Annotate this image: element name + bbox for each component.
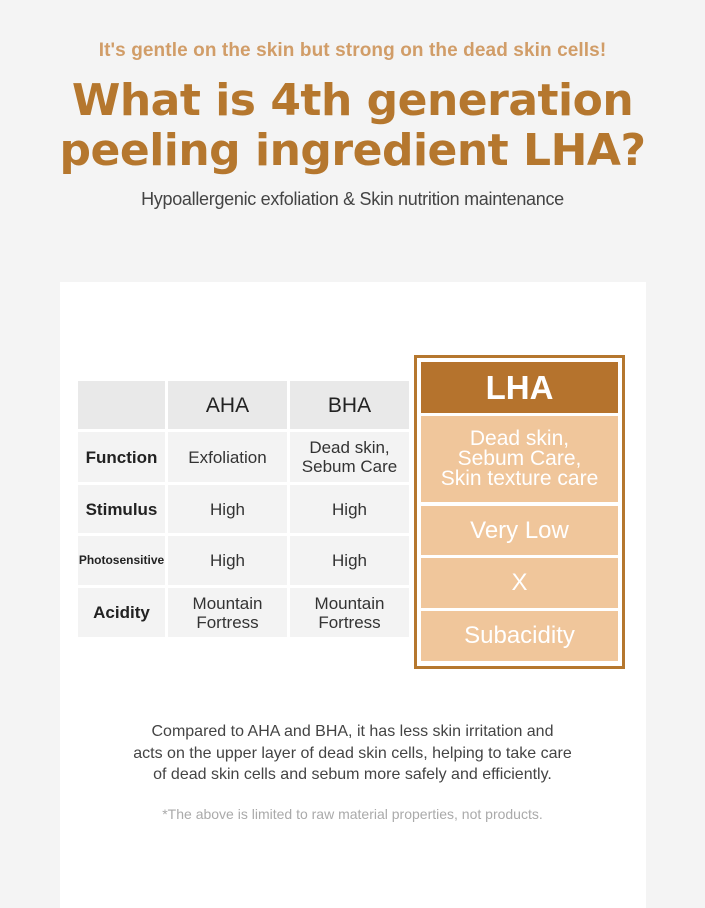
cell-text: X [511,569,528,596]
lha-cell-function [421,416,618,502]
row-label-photosensitive: Photosensitive [78,536,165,585]
table-header-empty [78,381,165,429]
tagline: It's gentle on the skin but strong on the dead skin cells! [98,40,607,61]
cell-text-line-1: Mountain [314,593,385,613]
table-cell-bha-acidity [290,588,409,637]
table-cell-aha-function [168,432,287,482]
page-title [0,76,705,176]
description-line-3: of dead skin cells and sebum more safely and efficiently. [153,766,552,783]
description-line-1: Compared to AHA and BHA, it has less skin irritation and [151,723,554,740]
cell-text-line-2: Fortress [318,612,381,632]
page-title-line-2: peeling ingredient LHA? [59,125,646,176]
row-label-acidity: Acidity [78,588,165,637]
cell-text-line-3: Skin texture care [440,467,599,490]
table-cell-aha-photosensitive [168,536,287,585]
page-title-line-1: What is 4th generation [71,75,634,126]
row-label-function: Function [78,432,165,482]
lha-header: LHA [421,362,618,413]
table-cell-bha-photosensitive [290,536,409,585]
cell-text: High [210,499,245,519]
cell-text-line-1: Mountain [192,593,263,613]
cell-text-line-1: Dead skin, [469,427,570,450]
table-cell-bha-function [290,432,409,482]
table-header-aha: AHA [168,381,287,429]
disclaimer-note: *The above is limited to raw material properties, not products. [162,806,543,822]
lha-cell-stimulus [421,506,618,555]
table-cell-bha-stimulus [290,485,409,533]
row-label-stimulus: Stimulus [78,485,165,533]
table-header-bha: BHA [290,381,409,429]
cell-text: Very Low [470,516,569,544]
table-cell-aha-acidity [168,588,287,637]
cell-text: Exfoliation [188,447,267,467]
cell-text: Subacidity [464,622,575,649]
cell-text: High [332,551,367,570]
lha-cell-acidity [421,611,618,661]
cell-text-line-1: Dead skin, [309,438,390,457]
cell-text-line-2: Fortress [196,612,259,632]
description-line-2: acts on the upper layer of dead skin cells, helping to take care [133,744,572,762]
cell-text-line-2: Sebum Care, [457,447,582,470]
cell-text: High [210,551,245,570]
description [0,721,705,786]
subheading: Hypoallergenic exfoliation & Skin nutrition maintenance [141,189,564,209]
cell-text-line-2: Sebum Care [301,457,398,476]
table-cell-aha-stimulus [168,485,287,533]
lha-cell-photosensitive [421,558,618,608]
cell-text: High [332,499,367,519]
lha-column [414,355,625,669]
